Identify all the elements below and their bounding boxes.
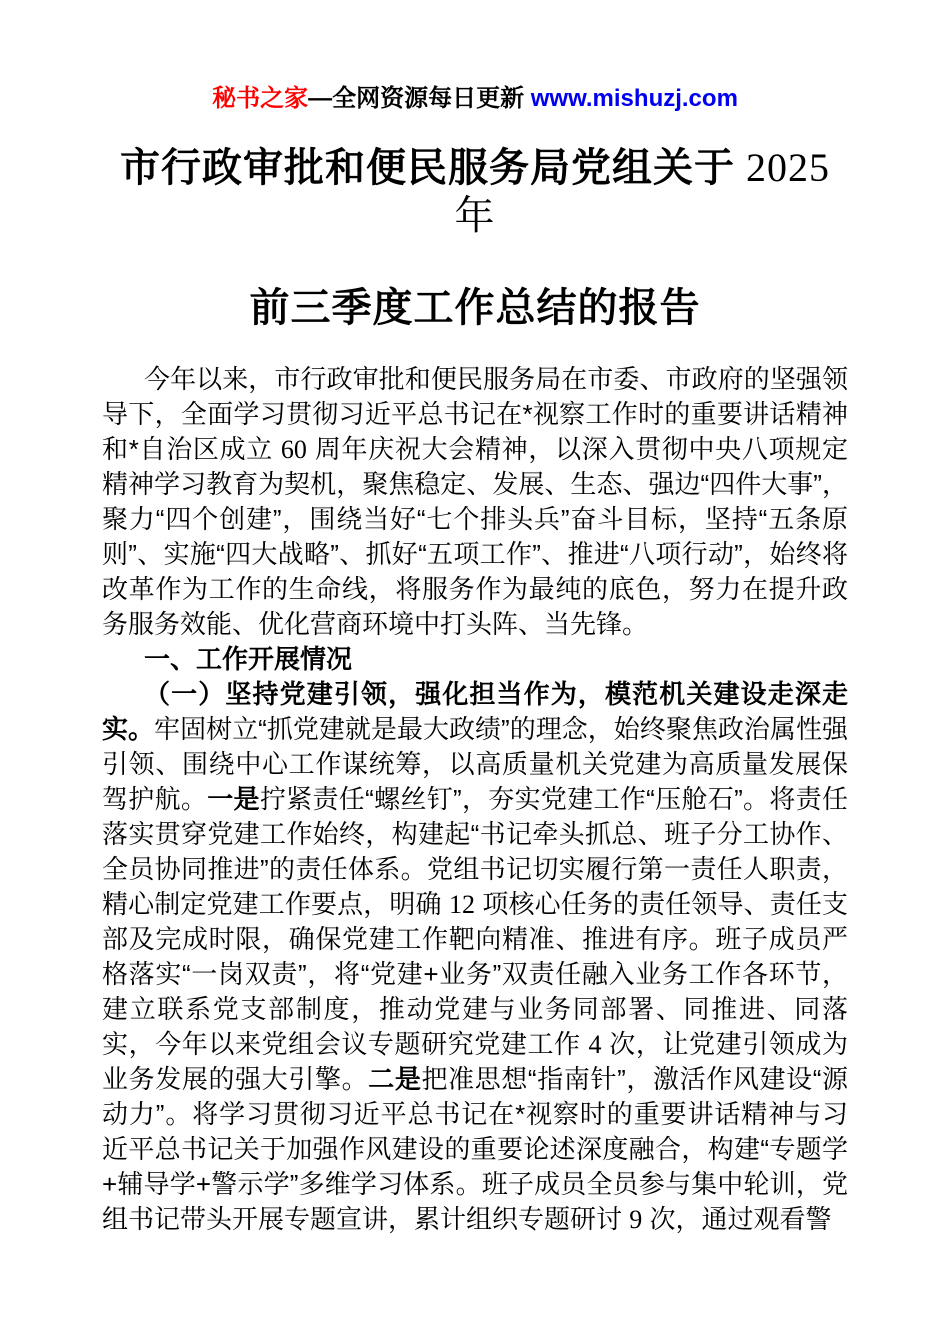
document-title <box>102 144 848 332</box>
text-run: 今年以来，市行政审批和便民服务局在市委、市政府的坚强领导下，全面学习贯彻习近平总书记在*视察工作时的重要讲话精神和*自治区成立 60 周年庆祝大会精神，以深入贯彻中央八项规定精神学习教育为契机，聚焦稳定、发展、生态、强边“四件大事”，聚力“四个创建”，围绕当好“七个排头兵”奋斗目标，坚持“五条原则”、实施“四大战略”、抓好“五项工作”、推进“八项行动”，始终将改革作为工作的生命线，将服务作为最纯的底色，努力在提升政务服务效能、优化营商环境中打头阵、当先锋。 <box>102 364 849 639</box>
title-line-2: 前三季度工作总结的报告 <box>249 286 701 330</box>
site-name: 秘书之家 <box>212 85 309 112</box>
site-tagline: —全网资源每日更新 <box>308 85 531 112</box>
title-line-1 <box>102 144 848 240</box>
numeral: 12 <box>449 890 475 919</box>
text-run: 拧紧责任“螺丝钉”，夯实党建工作“压舱石”。将责任落实贯穿党建工作始终，构建起“书记牵头抓总、班子分工协作、全员协同推进”的责任体系。党组书记切实履行第一责任人职责，精心制定党建工作要点，明确 12 项核心任务的责任领导、责任支部及完成时限，确保党建工作靶向精准、推进有序。班子成员严格落实“一岗双责”，将“党建+业务”双责任融入业务工作各环节，建立联系党支部制度，推动党建与业务同部署、同推进、同落实，今年以来党组会议专题研究党建工作 4 次，让党建引领成为业务发展的强大引擎。 <box>102 784 848 1094</box>
document-body <box>102 362 848 1237</box>
text-run: 一是 <box>207 784 260 814</box>
text-run: 一、工作开展情况 <box>144 644 353 674</box>
section-heading <box>102 642 848 677</box>
text-run: （一）坚持党建引领，强化担当作为，模范机关建设走深走实。 <box>102 679 848 744</box>
site-header <box>102 84 848 114</box>
numeral: 60 <box>280 435 307 464</box>
paragraph <box>102 677 848 1237</box>
title-line-1-main: 市行政审批和便民服务局党组关于 <box>120 146 735 190</box>
numeral: 4 <box>588 1030 602 1059</box>
paragraph <box>102 362 848 642</box>
site-url-link[interactable]: www.mishuzj.com <box>530 85 738 112</box>
text-run: 把准思想“指南针”，激活作风建设“源动力”。将学习贯彻习近平总书记在*视察时的重要讲话精神与习近平总书记关于加强作风建设的重要论述深度融合，构建“专题学+辅导学+警示学”多维学习体系。班子成员全员参与集中轮训，党组书记带头开展专题宣讲，累计组织专题研讨 9 次，通过观看警 <box>102 1064 848 1234</box>
text-run: 二是 <box>368 1064 422 1094</box>
text-run: 牢固树立“抓党建就是最大政绩”的理念，始终聚焦政治属性强引领、围绕中心工作谋统筹，以高质量机关党建为高质量发展保驾护航。 <box>102 714 848 814</box>
numeral: 9 <box>629 1205 643 1234</box>
title-line-1-year: 2025 年 <box>454 145 830 238</box>
